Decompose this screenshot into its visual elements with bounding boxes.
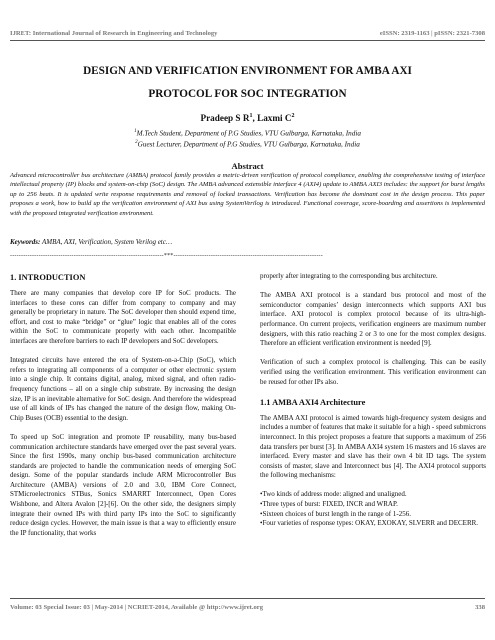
author-2: Laxmi C <box>257 113 292 124</box>
intro-paragraph-1: There are many companies that develop core IP for SoC products. The interfaces to these cores can differ from company to company and may generally be proprietary in nature. The SoC developer then should expend time, effort, and cost to make “bridge” or “glue” logic that enables all of the cores within the SoC to communicate properly with each other. Incompatible interfaces are therefore barriers to each IP developers and SoC developers. <box>10 289 236 345</box>
right-paragraph-2: The AMBA AXI protocol is a standard bus protocol and most of the semiconductor companies’ design interconnects which supports AXI bus interface. AXI protocol is complex protocol because of its ultra-high-performance. On current projects, verification engineers are maximum number designers, with this ratio reaching 2 or 3 to one for the most complex designs. Therefore an efficient verification environment is needed [9]. <box>260 291 486 348</box>
keywords <box>10 238 485 246</box>
affiliation-1-sup: 1 <box>134 129 137 134</box>
author-sep: , <box>252 113 258 124</box>
author-1: Pradeep S R <box>200 113 250 124</box>
issn: eISSN: 2319-1163 | pISSN: 2321-7308 <box>379 30 485 37</box>
axi4-paragraph: The AMBA AXI protocol is aimed towards high-frequency system designs and includes a number of features that make it suitable for a high - speed submicrons interconnect. In this project proposes a feature that supports a maximum of 256 data transfers per burst [3]. In AMBA AXI4 system 16 masters and 16 slaves are interfaced. Every master and slave has their own 4 bit ID tags. The system consists of master, slave and Interconnect bus [4]. The AXI4 protocol supports the following mechanisms: <box>260 413 486 480</box>
affiliation-1 <box>0 129 495 137</box>
volume-info: Volume: 03 Special Issue: 03 | May-2014 | NCRIET-2014, Available @ http://www.ijret.org <box>10 604 264 611</box>
affiliation-2-sup: 2 <box>135 140 138 145</box>
list-item: •Three types of burst: FIXED, INCR and WRAP. <box>260 500 398 509</box>
author-2-sup: 2 <box>291 113 295 119</box>
list-item: •Two kinds of address mode: aligned and unaligned. <box>260 490 407 499</box>
intro-paragraph-2: Integrated circuits have entered the era of System-on-a-Chip (SoC), which refers to integrating all components of a computer or other electronic system into a single chip. It contains digital, analog, mixed signal, and often radio-frequency functions – all on a single chip substrate. By increasing the design size, IP is an inevitable alternative for SoC design. And therefore the widespread use of all kinds of IPs has changed the nature of the design flow, making On-Chip Buses (OCB) essential to the design. <box>10 356 236 422</box>
keywords-text: AMBA, AXI, Verification, System Verilog etc… <box>40 238 173 246</box>
list-item: •Sixteen choices of burst length in the range of 1-256. <box>260 509 411 518</box>
affiliation-2 <box>0 140 495 148</box>
affiliation-2-text: Guest Lecturer, Department of P.G Studies, VTU Gulbarga, Karnataka, India <box>137 140 360 149</box>
footer-rule <box>10 598 485 599</box>
keywords-label: Keywords: <box>10 238 41 246</box>
header-rule <box>10 40 485 41</box>
intro-paragraph-3: To speed up SoC integration and promote IP reusability, many bus-based communication architecture standards have emerged over the past several years. Since the first 1990s, many onchip bus-based communication architecture standards are projected to handle the communication needs of emerging SoC design. Some of the popular standards include ARM Microcontroller Bus Architecture (AMBA) versions of 2.0 and 3.0, IBM Core Connect, STMicroelectronics STBus, Sonics SMARRT Interconnect, Open Cores Wishbone, and Altera Avalon [2]-[6]. On the other side, the designers simply integrate their owned IPs with third party IPs into the SoC to significantly reduce design cycles. However, the main issue is that a way to efficiently ensure the IP functionality, that works <box>10 432 236 537</box>
author-line <box>0 113 495 123</box>
right-paragraph-3: Verification of such a complex protocol is challenging. This can be easily verified using the verification environment. This verification environment can be reused for other IPs also. <box>260 358 486 386</box>
abstract-heading: Abstract <box>231 161 264 171</box>
title-line-1: DESIGN AND VERIFICATION ENVIRONMENT FOR AMBA AXI <box>83 65 412 77</box>
right-paragraph-1: properly after integrating to the corresponding bus architecture. <box>260 272 438 280</box>
list-item: •Four varieties of response types: OKAY, EXOKAY, SLVERR and DECERR. <box>260 519 479 528</box>
page-number: 338 <box>475 604 485 611</box>
author-1-sup: 1 <box>249 113 253 119</box>
section-separator: ----------------------------------------------------------------------***-------------------------------------------------------------------- <box>10 253 323 259</box>
abstract-text: Advanced microcontroller bus architecture (AMBA) protocol family provides a metric-driven verification of protocol compliance, enabling the comprehensive testing of interface intellectual property (IP) blocks and system-on-chip (SoC) design. The AMBA advanced extensible interface 4 (AXI4) update to AMBA AXI3 includes: the support for burst lengths up to 256 beats. It is updated write response requirements and removal of locked transactions. Verification has become the dominant cost in the design process. This paper proposes a work, how to build up the verification environment of AXI bus using SystemVerilog is introduced. Functional coverage, score-boarding and assertions is implemented with the proposed integrated verification environment. <box>10 172 485 217</box>
axi4-architecture-heading: 1.1 AMBA AXI4 Architecture <box>260 397 366 407</box>
paper-title <box>20 60 475 106</box>
intro-heading: 1. INTRODUCTION <box>10 273 86 282</box>
right-column <box>260 272 486 529</box>
journal-name: IJRET: International Journal of Research in Engineering and Technology <box>10 30 218 37</box>
mechanism-list <box>260 490 486 528</box>
affiliation-1-text: M.Tech Student, Department of P.G Studies, VTU Gulbarga, Karnataka, India <box>136 129 361 138</box>
title-line-2: PROTOCOL FOR SOC INTEGRATION <box>148 88 347 100</box>
left-column <box>10 272 236 548</box>
